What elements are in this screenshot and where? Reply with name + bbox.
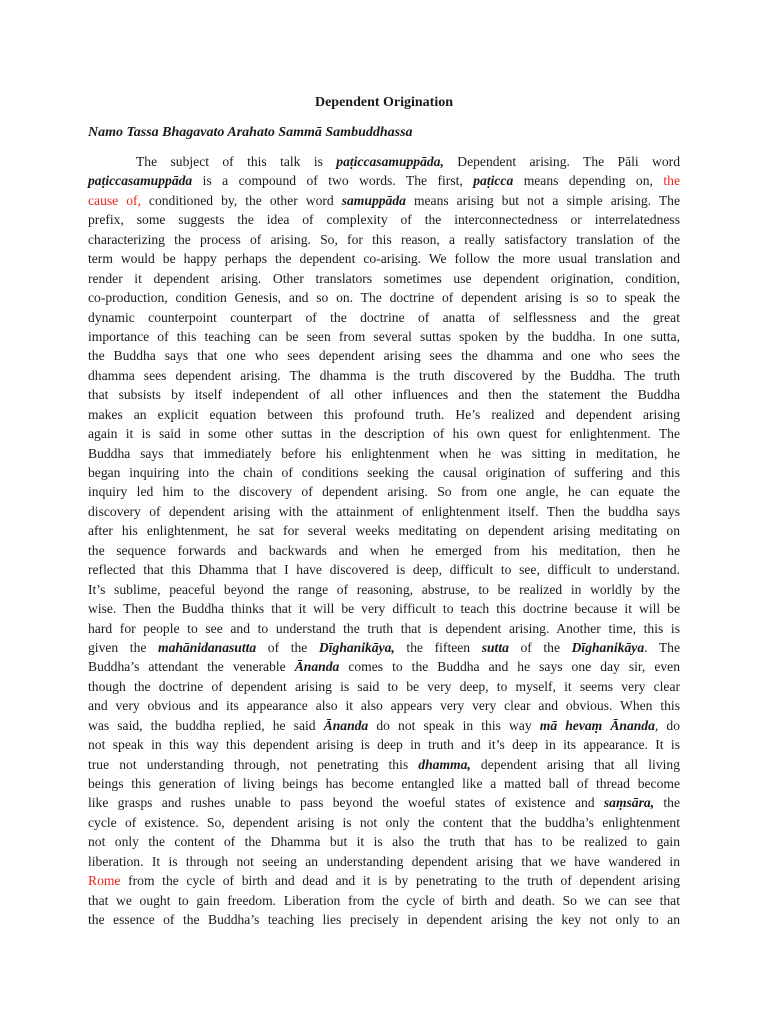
body-line bbox=[88, 249, 680, 268]
body-text: term would be happy perhaps the dependent co-arising. We follow the more usual translation and bbox=[88, 251, 680, 267]
body-line bbox=[88, 230, 680, 249]
body-text: comes to the Buddha and he says one day sir, even bbox=[339, 659, 680, 675]
body-text: dynamic counterpoint counterpart of the doctrine of anatta of selflessness and the great bbox=[88, 309, 680, 325]
pali-term: Dīghanikāya, bbox=[318, 639, 395, 655]
body-line bbox=[88, 288, 680, 307]
body-line bbox=[88, 463, 680, 482]
body-line bbox=[88, 657, 680, 676]
highlighted-text: Rome bbox=[88, 873, 121, 889]
body-text: dhamma sees dependent arising. The dhamma is the truth discovered by the Buddha. The truth bbox=[88, 367, 680, 383]
body-text: that subsists by itself independent of all other influences and then the statement the Buddha bbox=[88, 387, 680, 403]
body-text: the fifteen bbox=[394, 639, 482, 655]
body-line bbox=[88, 152, 680, 171]
body-text: Buddha says that immediately before his enlightenment when he was sitting in meditation, he bbox=[88, 445, 680, 461]
body-text: of the bbox=[508, 639, 572, 655]
body-text: characterizing the process of arising. So, for this reason, a really satisfactory translation of the bbox=[88, 231, 680, 247]
body-text: means depending on, bbox=[513, 173, 664, 189]
body-text: hard for people to see and to understand the truth that is dependent arising. Another time, this is bbox=[88, 620, 680, 636]
pali-term: paṭicca bbox=[473, 173, 514, 189]
body-line bbox=[88, 891, 680, 910]
pali-term: Ānanda bbox=[294, 659, 340, 675]
body-line bbox=[88, 910, 680, 929]
body-line bbox=[88, 755, 680, 774]
body-text: the bbox=[654, 795, 680, 811]
body-text: not speak in this way this dependent arising is deep in truth and it’s deep in its appearance. It is bbox=[88, 737, 680, 753]
body-text: though the doctrine of dependent arising is said to be very deep, to myself, it seems very clear bbox=[88, 678, 680, 694]
body-text: render it dependent arising. Other translators sometimes use dependent origination, condition, bbox=[88, 270, 680, 286]
body-text: reflected that this Dhamma that I have discovered is deep, difficult to see, difficult to understand. bbox=[88, 562, 680, 578]
body-line bbox=[88, 560, 680, 579]
document-subtitle: Namo Tassa Bhagavato Arahato Sammā Sambuddhassa bbox=[88, 125, 413, 140]
body-line bbox=[88, 308, 680, 327]
body-text: . The bbox=[644, 639, 681, 655]
body-text: from the cycle of birth and dead and it is by penetrating to the truth of dependent arising bbox=[120, 873, 680, 889]
body-text: again it is said in some other suttas in the description of his own quest for enlightenment. The bbox=[88, 426, 680, 442]
pali-term: sutta bbox=[481, 639, 509, 655]
body-text: The subject of this talk is bbox=[136, 154, 337, 169]
body-text: liberation. It is through not seeing an understanding dependent arising that we have wandered in bbox=[88, 853, 680, 869]
body-text: inquiry led him to the discovery of dependent arising. So from one angle, he can equate the bbox=[88, 484, 680, 500]
body-line bbox=[88, 171, 680, 190]
body-line bbox=[88, 541, 680, 560]
highlighted-text: the bbox=[663, 173, 680, 189]
body-line bbox=[88, 366, 680, 385]
body-line bbox=[88, 482, 680, 501]
body-line bbox=[88, 521, 680, 540]
body-line bbox=[88, 269, 680, 288]
body-text: importance of this teaching can be seen from several suttas spoken by the buddha. In one sutta, bbox=[88, 328, 680, 344]
body-line bbox=[88, 210, 680, 229]
body-paragraph bbox=[88, 152, 680, 930]
body-text: is a compound of two words. The first, bbox=[192, 173, 474, 189]
body-line bbox=[88, 735, 680, 754]
body-text: not only the content of the Dhamma but it is also the truth that has to be realized to gain bbox=[88, 834, 680, 850]
pali-term: paṭiccasamuppāda, bbox=[336, 154, 444, 169]
body-text: wise. Then the Buddha thinks that it will be very difficult to teach this doctrine because it will be bbox=[88, 601, 680, 617]
pali-term: dhamma, bbox=[418, 756, 471, 772]
body-line bbox=[88, 346, 680, 365]
body-line bbox=[88, 716, 680, 735]
body-text: that we ought to gain freedom. Liberation from the cycle of birth and death. So we can see that bbox=[88, 892, 680, 908]
body-text: true not understanding through, not penetrating this bbox=[88, 756, 419, 772]
body-text: Dependent arising. The Pāli word bbox=[443, 154, 680, 169]
body-text: conditioned by, the other word bbox=[140, 192, 342, 208]
body-line bbox=[88, 871, 680, 890]
body-text: the sequence forwards and backwards and when he emerged from his meditation, then he bbox=[88, 542, 680, 558]
body-line bbox=[88, 619, 680, 638]
body-line bbox=[88, 832, 680, 851]
body-text: beings this generation of living beings has become entangled like a matted ball of thread become bbox=[88, 776, 680, 791]
body-text: discovery of dependent arising with the attainment of enlightenment itself. Then the buddha says bbox=[88, 503, 680, 519]
body-line bbox=[88, 793, 680, 812]
body-text: , do bbox=[654, 717, 681, 733]
body-line bbox=[88, 599, 680, 618]
body-line bbox=[88, 852, 680, 871]
body-text: began inquiring into the chain of conditions seeking the causal origination of suffering and this bbox=[88, 465, 680, 480]
body-text: means arising but not a simple arising. The bbox=[405, 192, 680, 208]
body-text: was said, the buddha replied, he said bbox=[88, 717, 324, 733]
body-text: the Buddha says that one who sees dependent arising sees the dhamma and one who sees the bbox=[88, 348, 680, 364]
body-text: cycle of existence. So, dependent arising is not only the content that the buddha’s enlightenment bbox=[88, 814, 680, 830]
body-text: of the bbox=[256, 639, 319, 655]
body-text: after his enlightenment, he sat for several weeks meditating on dependent arising meditating on bbox=[88, 523, 680, 539]
body-line bbox=[88, 677, 680, 696]
pali-term: samuppāda bbox=[341, 192, 406, 208]
body-line bbox=[88, 385, 680, 404]
body-line bbox=[88, 191, 680, 210]
body-text: makes an explicit equation between this profound truth. He’s realized and dependent arising bbox=[88, 406, 680, 422]
body-line bbox=[88, 638, 680, 657]
body-text: dependent arising that all living bbox=[470, 756, 681, 772]
body-line bbox=[88, 405, 680, 424]
pali-term: paṭiccasamuppāda bbox=[88, 173, 193, 189]
pali-term: Ānanda bbox=[323, 717, 369, 733]
body-line bbox=[88, 327, 680, 346]
body-text: given the bbox=[88, 639, 158, 655]
body-text: and very obvious and its appearance also it also appears very very clear and obvious. When this bbox=[88, 698, 680, 714]
body-line bbox=[88, 696, 680, 715]
body-text: co-production, condition Genesis, and so on. The doctrine of dependent arising is so to speak the bbox=[88, 290, 680, 306]
body-text: do not speak in this way bbox=[368, 717, 540, 733]
pali-term: mahānidanasutta bbox=[158, 639, 257, 655]
pali-term: saṃsāra, bbox=[603, 795, 655, 811]
body-text: Buddha’s attendant the venerable bbox=[88, 659, 295, 675]
pali-term: Dīghanikāya bbox=[571, 639, 645, 655]
body-line bbox=[88, 502, 680, 521]
body-line bbox=[88, 774, 680, 793]
body-line bbox=[88, 444, 680, 463]
body-text: prefix, some suggests the idea of complexity of the interconnectedness or interrelatedness bbox=[88, 212, 680, 228]
body-text: the essence of the Buddha’s teaching lies precisely in dependent arising the key not only to an bbox=[88, 912, 680, 928]
highlighted-text: cause of, bbox=[88, 192, 141, 208]
body-text: It’s sublime, peaceful beyond the range of reasoning, abstruse, to be realized in worldly by the bbox=[88, 581, 680, 597]
pali-term: mā hevaṃ Ānanda bbox=[539, 717, 655, 733]
document-title: Dependent Origination bbox=[314, 95, 454, 110]
body-text: like grasps and rushes unable to pass beyond the woeful states of existence and bbox=[88, 795, 604, 811]
body-line bbox=[88, 580, 680, 599]
body-line bbox=[88, 424, 680, 443]
body-line bbox=[88, 813, 680, 832]
